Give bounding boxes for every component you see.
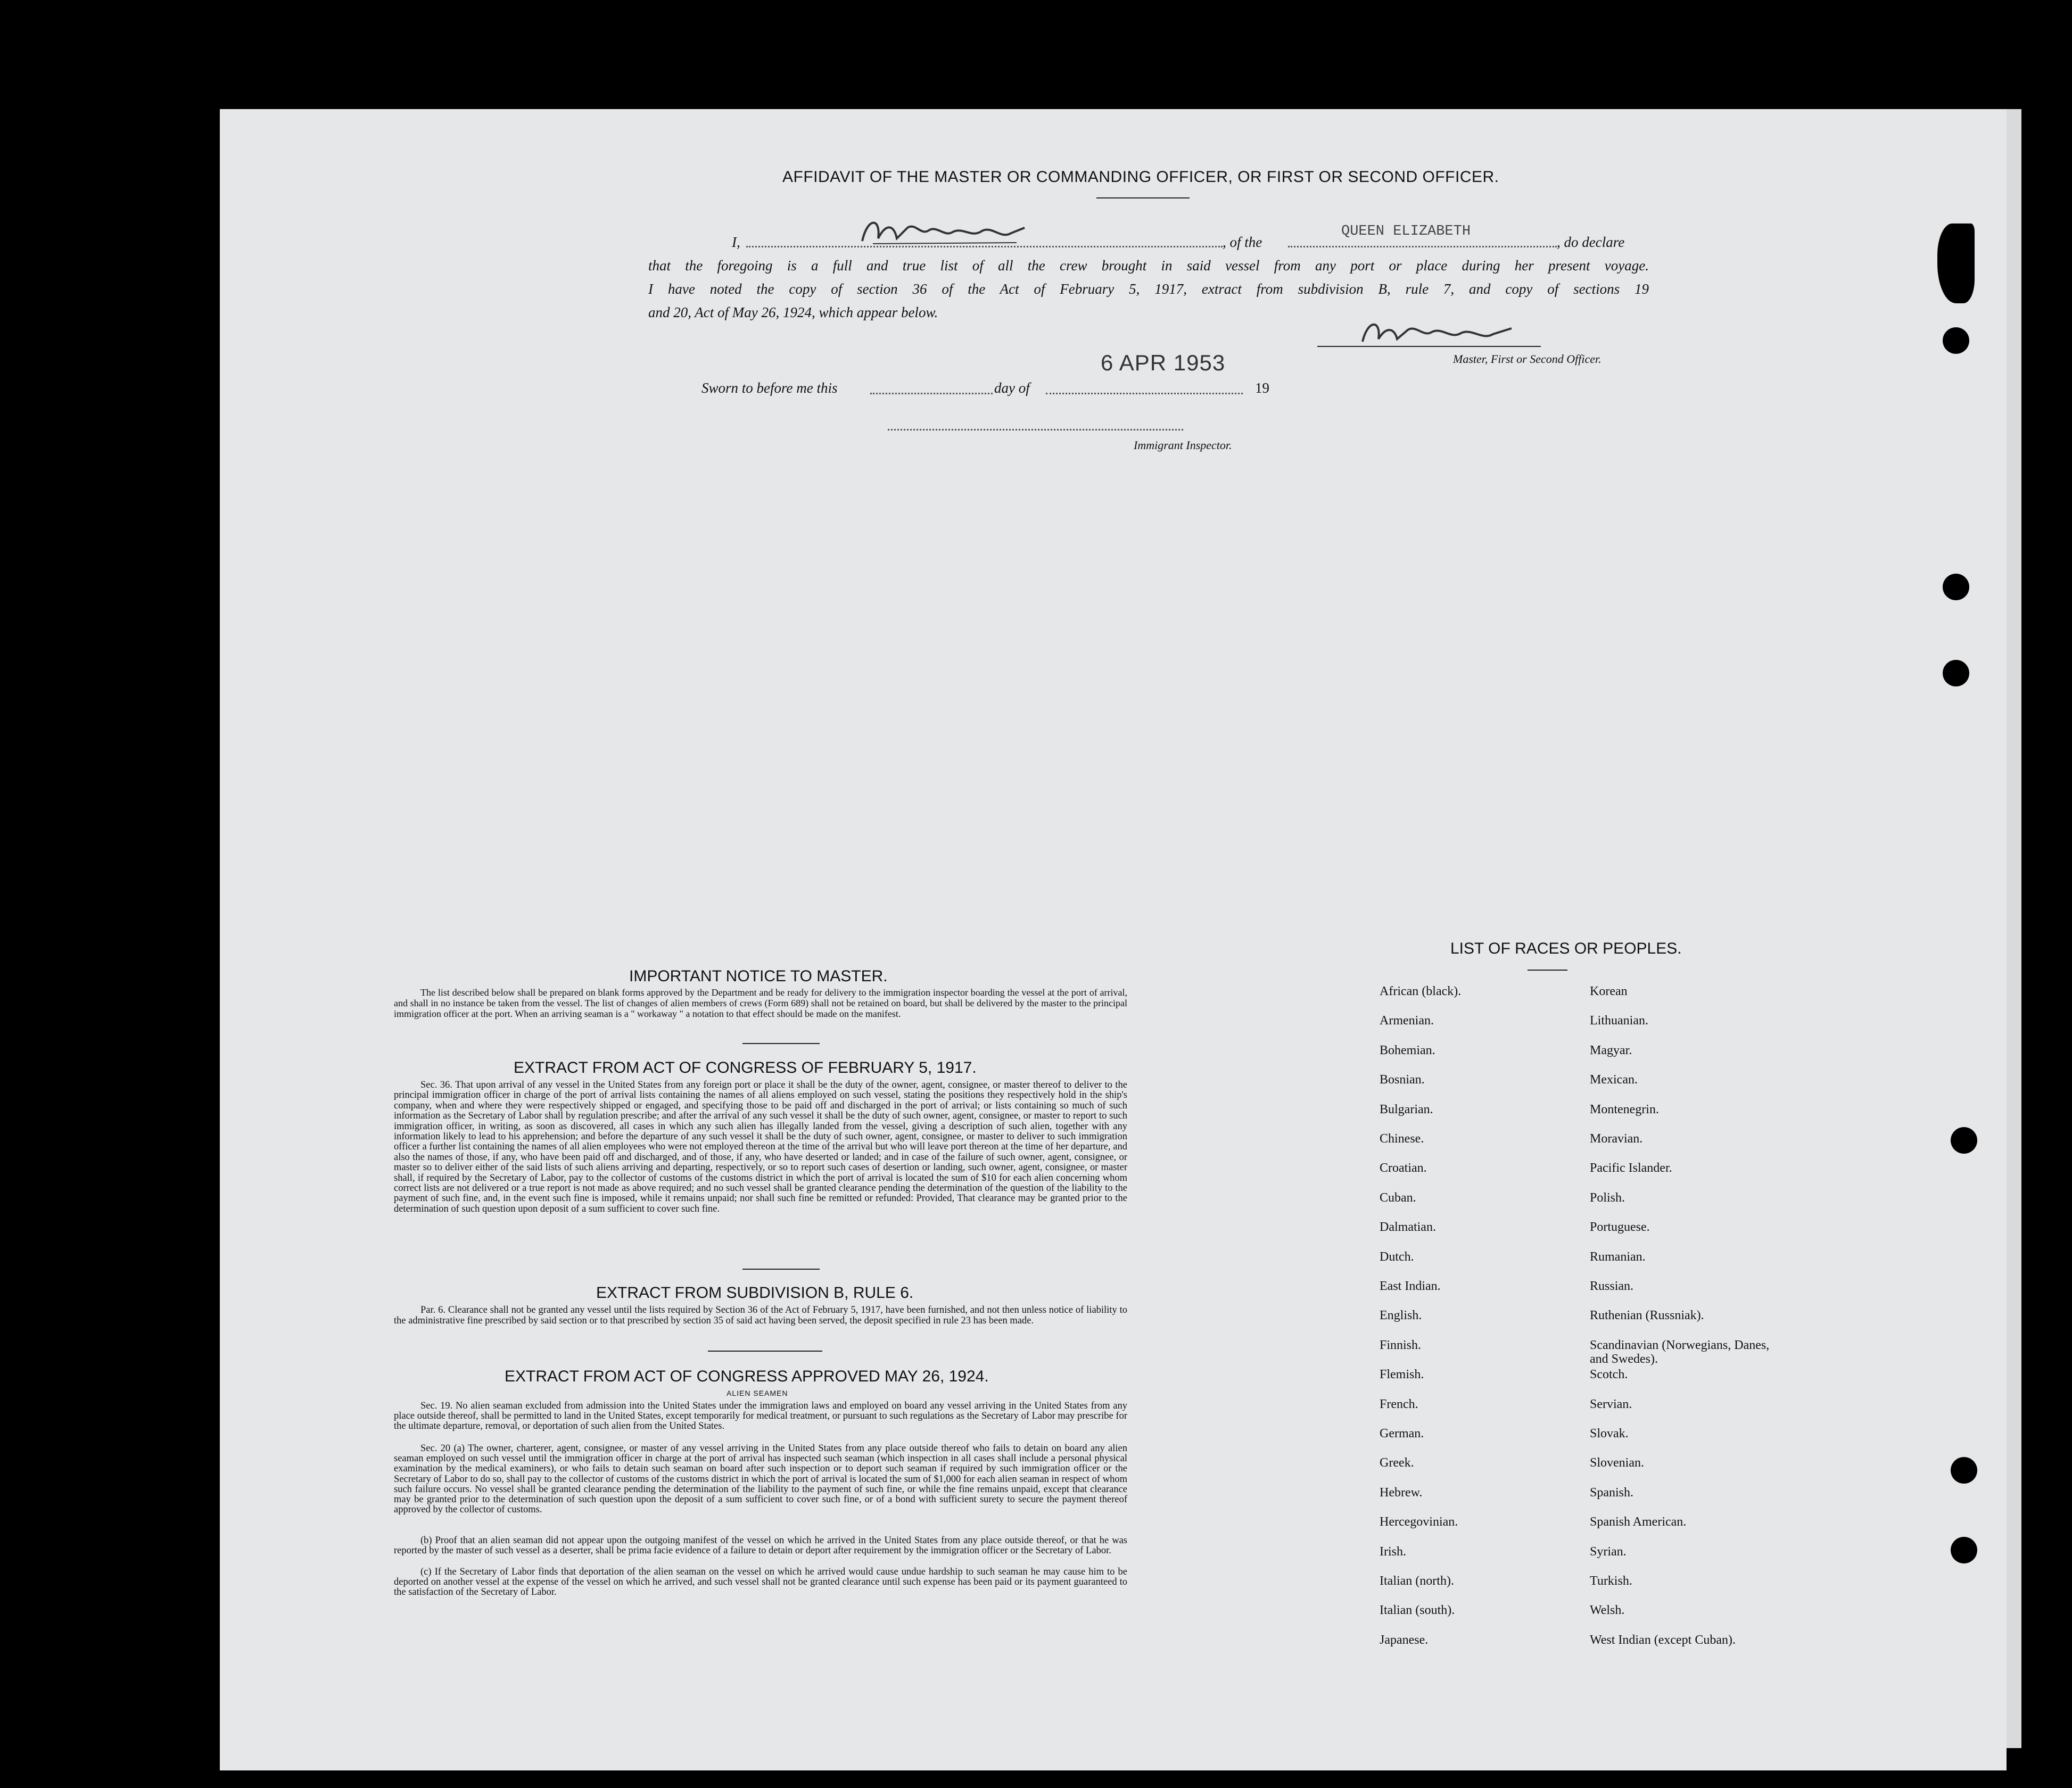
race-item: Mexican. bbox=[1590, 1073, 1638, 1087]
affidavit-line-2: that the foregoing is a full and true list of all the crew brought in said vessel from any port or place during her present voyage. bbox=[648, 258, 1649, 274]
vessel-name-line bbox=[1288, 246, 1557, 247]
punch-hole bbox=[1951, 1127, 1977, 1154]
race-item: Russian. bbox=[1590, 1279, 1634, 1293]
extract-1924-sec20b: (b) Proof that an alien seaman did not appear upon the outgoing manifest of the vessel on which he arrived in the United States from any place outside thereof, or that he was reported by the master of such vessel as a deserter, shall be prima facie evidence of a failure to detain or deport after requirement by the immigration officer or the Secretary of Labor. bbox=[394, 1535, 1127, 1557]
race-item: Slovak. bbox=[1590, 1427, 1629, 1441]
date-stamp: 6 APR 1953 bbox=[1101, 350, 1226, 375]
race-item: Turkish. bbox=[1590, 1574, 1632, 1588]
extract-1924-sec19: Sec. 19. No alien seaman excluded from admission into the United States under the immigration laws and employed on board any vessel arriving in the United States from any place outside thereof, shall be permitted to land in the United States, except temporarily for medical treatment, or pursuant to such regulations as the Secretary of Labor may prescribe for the ultimate departure, removal, or deportation of such alien from the United States. bbox=[394, 1401, 1127, 1432]
race-item: Servian. bbox=[1590, 1397, 1632, 1411]
master-signature-line bbox=[1317, 346, 1541, 347]
master-label: Master, First or Second Officer. bbox=[1453, 352, 1602, 366]
punch-hole bbox=[1943, 660, 1969, 686]
race-item: Magyar. bbox=[1590, 1043, 1632, 1057]
race-item: Italian (south). bbox=[1380, 1603, 1455, 1618]
race-item: Cuban. bbox=[1380, 1190, 1416, 1205]
affidavit-of-the: , of the bbox=[1223, 234, 1262, 250]
races-title: LIST OF RACES OR PEOPLES. bbox=[1450, 940, 1682, 957]
sworn-text: Sworn to before me this bbox=[701, 380, 838, 396]
extract-1924-sec20c: (c) If the Secretary of Labor finds that deportation of the alien seaman on the vessel on which he arrived would cause undue hardship to such seaman he may cause him to be deported on another vessel at the expense of the vessel on which he arrived, and such vessel shall not be granted clearance until such expense has been paid or its payment guaranteed to the satisfaction of the Secretary of Labor. bbox=[394, 1567, 1127, 1598]
torn-edge-mark bbox=[1937, 224, 1975, 303]
race-item: Armenian. bbox=[1380, 1014, 1434, 1028]
race-item: Syrian. bbox=[1590, 1544, 1627, 1559]
sworn-month-line bbox=[1046, 393, 1243, 394]
affidavit-line-4: and 20, Act of May 26, 1924, which appear below. bbox=[648, 304, 938, 320]
race-item: Rumanian. bbox=[1590, 1249, 1646, 1264]
extract-1917-title: EXTRACT FROM ACT OF CONGRESS OF FEBRUARY 5, 1917. bbox=[514, 1059, 977, 1077]
race-item: Greek. bbox=[1380, 1456, 1414, 1470]
inspector-label: Immigrant Inspector. bbox=[1134, 438, 1232, 452]
extract-1917-text: Sec. 36. That upon arrival of any vessel in the United States from any foreign port or place it shall be the duty of the owner, agent, consignee, or master thereof to deliver to the principal immigration officer in charge of the port of arrival lists containing the names of all aliens employed on such vessel, stating the positions they respectively hold in the ship's company, when and where they were respectively shipped or engaged, and specifying those to be paid off and discharged in the port of arrival; or lists containing so much of such information as the Secretary of Labor shall by regulation prescribe; and after the arrival of any such vessel it shall be the duty of such owner, agent, consignee, or master to report to such immigration officer, in writing, as soon as discovered, all cases in which any such alien has illegally landed from the vessel, giving a description of such alien, together with any information likely to lead to his apprehension; and before the departure of any such vessel it shall be the duty of such owner, agent, consignee, or master to deliver to such immigration officer a further list containing the names of all alien employees who were not employed thereon at the time of the arrival but who will leave port thereon at the time of her departure, and also the names of those, if any, who have been paid off and discharged, and of those, if any, who have deserted or landed; and in case of the failure of such owner, agent, consignee, or master so to deliver either of the said lists of such aliens arriving and departing, respectively, or so to report such cases of desertion or landing, such owner, agent, consignee, or master shall, if required by the Secretary of Labor, pay to the collector of customs of the customs district in which the port of arrival is located the sum of $10 for each alien concerning whom correct lists are not delivered or a true report is not made as above required; and no such vessel shall be granted clearance pending the determination of the question of the liability to the payment of such fine, and, in the event such fine is imposed, while it remains unpaid; nor shall such fine be remitted or refunded: Provided, That clearance may be granted prior to the determination of such question upon deposit of a sum sufficient to cover such fine. bbox=[394, 1080, 1127, 1214]
race-item: Spanish American. bbox=[1590, 1515, 1687, 1529]
extract-1917-rule bbox=[742, 1269, 820, 1270]
race-item: Flemish. bbox=[1380, 1368, 1424, 1382]
race-item: Italian (north). bbox=[1380, 1574, 1454, 1588]
race-item: Japanese. bbox=[1380, 1633, 1429, 1647]
title-rule bbox=[1096, 197, 1190, 198]
race-item: West Indian (except Cuban). bbox=[1590, 1633, 1736, 1647]
extract-b6-rule bbox=[708, 1351, 822, 1352]
race-item: Scotch. bbox=[1590, 1368, 1628, 1382]
race-item: Bohemian. bbox=[1380, 1043, 1435, 1057]
race-item: Dutch. bbox=[1380, 1249, 1414, 1264]
race-item: Hebrew. bbox=[1380, 1485, 1423, 1500]
inspector-signature-line bbox=[888, 429, 1183, 431]
extract-1924-sec20a: Sec. 20 (a) The owner, charterer, agent, consignee, or master of any vessel arriving in the United States from any place outside thereof who fails to detain on board any alien seaman employed on such vessel until the immigration officer in charge at the port of arrival has inspected such seaman (which inspection in all cases shall include a personal physical examination by the medical examiners), or who fails to detain such seaman on board after such inspection or to deport such seaman if required by such immigration officer or the Secretary of Labor to do so, shall pay to the collector of customs of the customs district in which the port of arrival is located the sum of $1,000 for each alien seaman in respect of whom such failure occurs. No vessel shall be granted clearance pending the determination of the liability to the payment of such fine, or while the fine remains unpaid, except that clearance may be granted prior to the determination of such question upon the deposit of a sum sufficient to cover such fine, or of a bond with sufficient surety to secure the payment thereof approved by the collector of customs. bbox=[394, 1443, 1127, 1516]
race-item: East Indian. bbox=[1380, 1279, 1441, 1293]
race-item: Welsh. bbox=[1590, 1603, 1625, 1618]
affidavit-i: I, bbox=[732, 234, 740, 250]
race-item: Moravian. bbox=[1590, 1132, 1643, 1146]
race-item: Chinese. bbox=[1380, 1132, 1424, 1146]
races-rule bbox=[1528, 970, 1567, 971]
extract-1924-title: EXTRACT FROM ACT OF CONGRESS APPROVED MAY 26, 1924. bbox=[505, 1368, 989, 1385]
race-item: Spanish. bbox=[1590, 1485, 1634, 1500]
race-item: Croatian. bbox=[1380, 1161, 1427, 1176]
extract-b6-text: Par. 6. Clearance shall not be granted any vessel until the lists required by Section 36 of the Act of February 5, 1917, have been furnished, and not then unless notice of liability to the administrative fine prescribed by said section or to that prescribed by section 35 of said act having been served, the deposit specified in rule 23 has been made. bbox=[394, 1305, 1127, 1326]
day-of-text: day of bbox=[994, 380, 1030, 396]
page-edge bbox=[2007, 109, 2021, 1748]
race-item: Scandinavian (Norwegians, Danes, and Swedes). bbox=[1590, 1338, 1770, 1366]
vessel-name: QUEEN ELIZABETH bbox=[1341, 224, 1471, 239]
punch-hole bbox=[1951, 1457, 1977, 1484]
punch-hole bbox=[1943, 574, 1969, 600]
punch-hole bbox=[1951, 1537, 1977, 1563]
race-item: Pacific Islander. bbox=[1590, 1161, 1672, 1176]
punch-hole bbox=[1943, 327, 1969, 354]
year-prefix: 19 bbox=[1255, 380, 1269, 396]
race-item: Finnish. bbox=[1380, 1338, 1422, 1352]
race-item: Polish. bbox=[1590, 1190, 1625, 1205]
notice-title: IMPORTANT NOTICE TO MASTER. bbox=[629, 967, 888, 985]
race-item: Ruthenian (Russniak). bbox=[1590, 1309, 1704, 1323]
race-item: German. bbox=[1380, 1427, 1424, 1441]
race-item: Hercegovinian. bbox=[1380, 1515, 1458, 1529]
race-item: Bulgarian. bbox=[1380, 1102, 1433, 1116]
master-signature bbox=[857, 212, 1033, 249]
race-item: Dalmatian. bbox=[1380, 1220, 1436, 1235]
race-item: Irish. bbox=[1380, 1544, 1406, 1559]
sworn-day-line bbox=[870, 393, 993, 394]
race-item: English. bbox=[1380, 1309, 1422, 1323]
notice-rule bbox=[742, 1043, 820, 1044]
extract-b6-title: EXTRACT FROM SUBDIVISION B, RULE 6. bbox=[596, 1284, 914, 1302]
affidavit-title: AFFIDAVIT OF THE MASTER OR COMMANDING OFFICER, OR FIRST OR SECOND OFFICER. bbox=[782, 168, 1499, 186]
race-item: Lithuanian. bbox=[1590, 1014, 1648, 1028]
extract-1924-subtitle: ALIEN SEAMEN bbox=[727, 1389, 788, 1397]
master-signature-2 bbox=[1352, 315, 1554, 347]
race-item: Slovenian. bbox=[1590, 1456, 1644, 1470]
race-item: Korean bbox=[1590, 984, 1628, 998]
affidavit-do-declare: , do declare bbox=[1557, 234, 1625, 250]
race-item: Bosnian. bbox=[1380, 1073, 1425, 1087]
race-item: Portuguese. bbox=[1590, 1220, 1650, 1235]
notice-text: The list described below shall be prepared on blank forms approved by the Department and be ready for delivery to the immigration inspector boarding the vessel at the port of arrival, and shall in no instance be taken from the vessel. The list of changes of alien members of crews (Form 689) shall not be retained on board, but shall be delivered by the master to the principal immigration officer at the port. When an arriving seaman is a " workaway " a notation to that effect should be made on the manifest. bbox=[394, 987, 1127, 1019]
affidavit-line-3: I have noted the copy of section 36 of the Act of February 5, 1917, extract from subdivision B, rule 7, and copy of sections 19 bbox=[648, 281, 1649, 297]
race-item: African (black). bbox=[1380, 984, 1462, 998]
race-item: French. bbox=[1380, 1397, 1418, 1411]
race-item: Montenegrin. bbox=[1590, 1102, 1659, 1116]
